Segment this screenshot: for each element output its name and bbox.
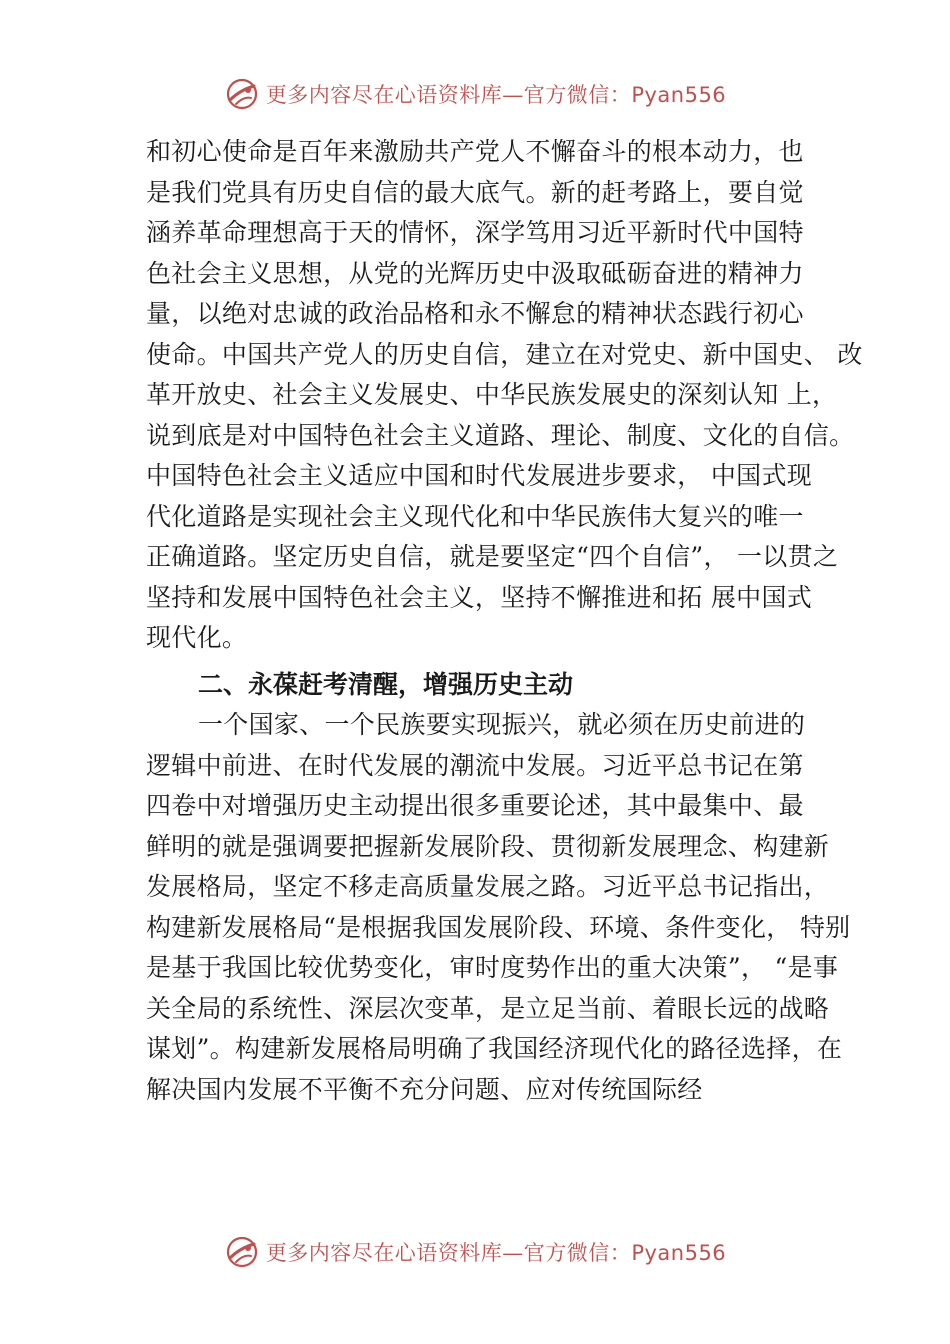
text-line: 正确道路。坚定历史自信，就是要坚定“四个自信”， 一以贯之 bbox=[146, 542, 839, 571]
text-line: 一个国家、一个民族要实现振兴，就必须在历史前进的 bbox=[198, 710, 806, 739]
text-line: 使命。中国共产党人的历史自信，建立在对党史、新中国史、 改 bbox=[146, 339, 863, 369]
text-line: 构建新发展格局“是根据我国发展阶段、环境、条件变化， 特别 bbox=[146, 912, 851, 942]
text-line: 是基于我国比较优势变化，审时度势作出的重大决策”， “是事 bbox=[146, 953, 839, 982]
section-heading: 二、永葆赶考清醒，增强历史主动 bbox=[198, 669, 574, 699]
text-line: 坚持和发展中国特色社会主义，坚持不懈推进和拓 展中国式 bbox=[146, 582, 813, 612]
footer-banner-label: 更多内容尽在心语资料库—官方微信： bbox=[265, 1241, 632, 1265]
text-line: 现代化。 bbox=[146, 623, 248, 652]
text-line: 鲜明的就是强调要把握新发展阶段、贯彻新发展理念、构建新 bbox=[146, 831, 830, 861]
text-line: 解决国内发展不平衡不充分问题、应对传统国际经 bbox=[146, 1074, 703, 1104]
text-line: 四卷中对增强历史主动提出很多重要论述，其中最集中、最 bbox=[146, 791, 804, 820]
footer-banner-text bbox=[266, 1237, 726, 1267]
text-line: 谋划”。构建新发展格局明确了我国经济现代化的路径选择，在 bbox=[146, 1034, 843, 1063]
text-line: 量，以绝对忠诚的政治品格和永不懈怠的精神状态践行初心 bbox=[146, 299, 804, 328]
paragraph-1 bbox=[146, 132, 863, 659]
text-line: 涵养革命理想高于天的情怀，深学笃用习近平新时代中国特 bbox=[146, 218, 804, 247]
text-line: 代化道路是实现社会主义现代化和中华民族伟大复兴的唯一 bbox=[146, 501, 804, 531]
header-banner bbox=[0, 72, 950, 116]
text-line: 逻辑中前进、在时代发展的潮流中发展。习近平总书记在第 bbox=[146, 750, 804, 780]
document-body bbox=[146, 132, 863, 1110]
footer-banner bbox=[0, 1230, 950, 1274]
text-line: 和初心使命是百年来激励共产党人不懈奋斗的根本动力，也 bbox=[146, 137, 804, 166]
header-banner-label: 更多内容尽在心语资料库—官方微信： bbox=[265, 83, 632, 107]
text-line: 发展格局，坚定不移走高质量发展之路。习近平总书记指出， bbox=[146, 872, 830, 901]
text-line: 中国特色社会主义适应中国和时代发展进步要求， 中国式现 bbox=[146, 461, 813, 490]
header-wechat-id: Pyan556 bbox=[631, 83, 727, 107]
text-line: 色社会主义思想，从党的光辉历史中汲取砥砺奋进的精神力 bbox=[146, 258, 804, 288]
paragraph-2 bbox=[146, 705, 851, 1110]
text-line: 革开放史、社会主义发展史、中华民族发展史的深刻认知 上， bbox=[146, 380, 838, 409]
text-line: 关全局的系统性、深层次变革，是立足当前、着眼长远的战略 bbox=[146, 993, 830, 1023]
header-banner-text bbox=[266, 79, 726, 109]
footer-wechat-id: Pyan556 bbox=[631, 1241, 727, 1265]
text-line: 说到底是对中国特色社会主义道路、理论、制度、文化的自信。 bbox=[146, 420, 855, 450]
text-line: 是我们党具有历史自信的最大底气。新的赶考路上，要自觉 bbox=[146, 177, 804, 207]
brush-logo-icon bbox=[224, 76, 260, 112]
brush-logo-icon bbox=[224, 1234, 260, 1270]
